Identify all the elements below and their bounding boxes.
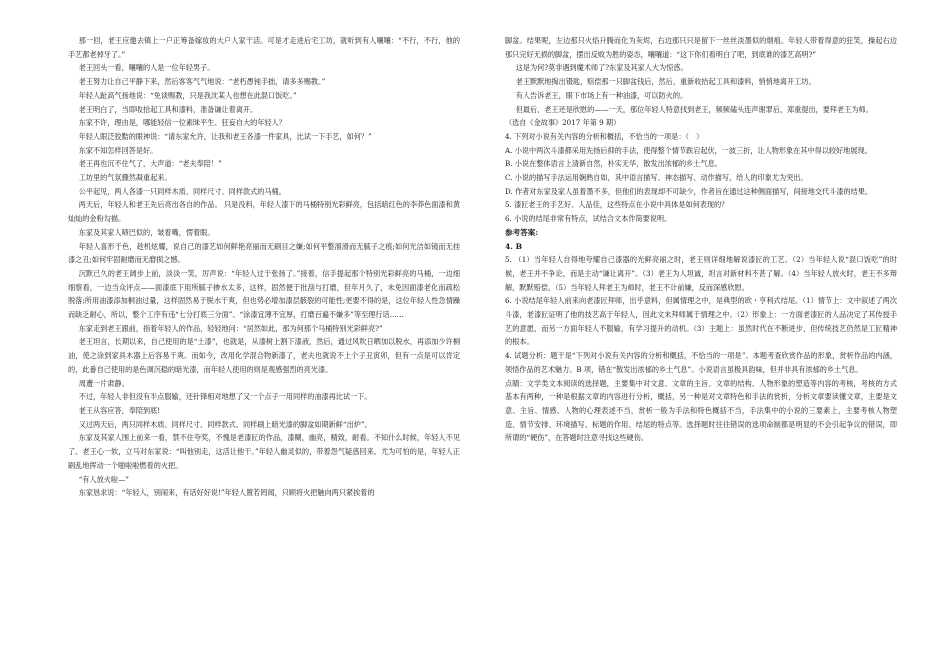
text-paragraph: 5. （1）当年轻人自得地夸耀自己漆器的光鲜亮丽之时，老王则详细地解说漆匠的工艺。（2）当年轻人说“混口饭吃”的时候，老王并不争论，而是主动“谦让离开”。（3）老王为人坦诚，坦言对新材料不甚了解。（4）当年轻人放火时，老王不多辩解，默默赔偿。（5）当年轻人拜老王为师时，老王不计前嫌，反而深感欣慰。 [505,255,897,292]
text-paragraph: B. 小说在整体语言上清新自然，朴实无华，散发出浓郁的乡土气息。 [505,159,722,169]
text-paragraph: 老王默默地掏出镊匙，赔偿那一只脚盆钱后，然后，重新收拾起工具和漆料，悄悄地离开工坊。 [515,77,816,87]
story-paragraph: 东家恳求说：“年轻人，别闹来，有话好好说!”年轻人置若罔闻，只顾将火把触向两只紧挨着的 [78,488,375,498]
story-paragraph: 公平起见，两人各漆一只同样木质、同样尺寸、同样款式的马桶。 [78,186,286,196]
story-paragraph: 东家及其家人啧巴似的，皱着嘴，愣着眼。 [78,227,215,237]
section-heading: 4. B [505,241,522,251]
story-paragraph: “有人放火啦—” [78,474,129,484]
text-paragraph: 6. 小说结尾年轻人前来向老漆匠拜师，出乎意料，但属情理之中，是典型的欧・亨利式结尾。（1）情节上：文中叙述了两次斗漆，老漆匠证明了他的技艺高于年轻人，因此文末拜师属于情理之中。（2）形象上：一方面老漆匠的人品决定了其传授手艺的意愿，而另一方面年轻人不服输，有学习提升的动机。（3）主题上：虽然时代在不断进步，但传统技艺仍然是工匠精神的根本。 [505,296,897,347]
story-paragraph: 那一回，老王应邀去镇上一户正筹备嫁妆的大户人家干活。可是才走进后宅工坊，就听到有人嚷嚷：“不行，不行，他的手艺都老掉牙了。” [68,36,460,59]
right-column [505,34,897,445]
story-paragraph: 老王明白了，当即收拾起工具和漆料，准备谦让着离开。 [78,104,258,114]
text-paragraph: A. 小说中两次斗漆都采用先扬后抑的手法，使得整个情节跌宕起伏，一波三折，让人物形象在其中得以较好地展现。 [505,145,872,155]
text-paragraph: 脚盆。结果呢，左边那只火焰升腾而化为灰烬，右边那只只是留下一丝丝淡墨似的烟痕。年轻人带着得意的狂笑，操起右边那只完好无损的脚盆，摆出反败为胜的姿态，嚷嚷道：“这下你们看明白了吧，到底谁的漆艺高明?” [505,36,897,59]
text-paragraph: 但最后，老王还是欣慰的——一天，那位年轻人特意找到老王，频频磕头连声谢罪后，郑重提出，要拜老王为师。 [515,104,873,114]
story-paragraph: 年轻人趾高气扬地说：“免谈赐教，只是我沈某人也想在此混口饭吃。” [78,90,297,100]
story-paragraph: 老王再也沉不住气了，大声道：“老夫奉陪！” [78,159,222,169]
story-paragraph: 不过，年轻人非但没有半点服输，还针锋相对地想了又一个点子一用同样的油漆再比试一下。 [78,392,372,402]
text-paragraph: 点睛：文学类文本阅读的选择题，主要集中对文意、文章的主旨、文章的结构、人物形象的塑造等内容的考核，考核的方式基本有两种，一种是根据文章的内容进行分析，概括，另一种是对文章特色和手法的赏析，分析文章要读懂文章，主要是文意、主旨、情感、人物的心理表述不当，赏析一般为手法和特色概括不当，手法集中的小说的三要素上，主要考核人物塑造、情节安排、环境描写、标题的作用、结尾的特点等。选择题时往往错误的选项命制都是明显的不会引起争议的错误，即所谓的“硬伤”，在答题时注意寻找这些硬伤。 [505,378,897,443]
text-paragraph: 4. 试题分析：题干是“下列对小说有关内容的分析和概括，不恰当的一项是”。本题考查欣赏作品的形象，赏析作品的内涵，领悟作品的艺术魅力。B 项，错在“散发出浓郁的乡土气息”。小说语言虽极具韵味，但并非具有浓郁的乡土气息。 [505,351,897,374]
story-paragraph: 老王努力让自己平静下来，然后客客气气地说：“老朽愚钝手拙，请多多赐教。” [78,77,326,87]
text-paragraph: C. 小说的描写手法运用娴熟自如，其中语言描写、神态描写、动作描写，给人的印象尤为突出。 [505,173,808,183]
text-paragraph: 有人告诉老王，眼下市场上有一种油漆，可以防火的。 [515,90,688,100]
story-paragraph: 东家走到老王跟前，指着年轻人的作品，轻轻地问：“居然如此，那为何那个马桶特别光彩鲜亮?” [78,323,383,333]
story-paragraph: 老王坦言，长期以来，自己使用的是“土漆”，也就是，从漆树上割下漆液，然后，通过风吹日晒加以脱水，再添加少许桐油，使之涂到家具木器上后容易干爽。而如今，改用化学混合物新漆了，老夫也就说不上个子丑寅卯，但有一点是可以肯定的，此番自己使用的是色调沉稳的暗光漆，而年轻人使用的则是观感强烈的亮光漆。 [68,337,460,374]
story-paragraph: 东家不许，理由是，哪能轻信一位素昧平生、狂妄自大的年轻人？ [78,118,286,128]
story-paragraph: 沉默已久的老王阔步上前，淡淡一笑，厉声说：“年轻人过于张扬了。”接着，信手提起那个特别光彩鲜亮的马桶，一边细细察看，一边当众评点——面漆底下用所腻子掺水太多，这样，固然便于批刮与打磨，但年月久了，未免因面漆老化而疏松脱落;所用油漆添加桐油过量，这样固然易于脱水干爽，但也势必增加漆层骸裂的可能性;更要不得的是，这位年轻人性急情躁而缺乏耐心，所以，整个工序有违“七分打底三分面”、“涂漆宜薄不宜厚，打磨百遍不嫌多”等至理行话…… [68,268,460,320]
story-paragraph: 周遭一片肃静。 [78,378,129,388]
story-paragraph: 两天后，年轻人和老王先后亮出各自的作品。 只是没料，年轻人漆下的马桶特别光彩鲜亮，包括暗红色的李莽色面漆和黄灿灿的金粉勾描。 [68,200,460,224]
story-paragraph: 老王回头一看，嚷嚷的人是一位年轻男子。 [78,63,215,73]
left-column [68,34,460,500]
text-paragraph: D. 作者对东家及家人虽着墨不多，但他们的表现却不可缺少，作者旨在通过这种侧面描写，间接地交代斗漆的结果。 [505,186,873,196]
story-paragraph: 年轻人喜形于色，趁机炫耀，说自己的漆艺如何鲜艳亮丽而无刷目之嫌;如何平整溜滑而无腻子之痕;如何光洁如镜而无挂漆之丑;如何牢固耐磨而无磨损之憾。 [68,241,460,265]
text-paragraph: 4. 下列对小说有关内容的分析和概括，不恰当的一项是：（ ） [505,131,704,141]
story-paragraph: 老王从容应答，奉陪到底! [78,405,161,415]
story-paragraph: 又过两天后，两只同样木质、同样尺寸、同样款式、同样刷上暗光漆的脚盆如期新鲜“出炉”。 [78,419,372,429]
story-paragraph: 东家及其家人围上前来一看，禁不住夸奖，不愧是老漆匠的作品，漆糊，幽亮，精致，耐看。不知什么时候，年轻人不见了。老王心一软，立马对东家说：“叫他别走，这活让他干。”年轻人幽灵似的，带着怨气疑惑回来。尤为可怕的是，年轻人正刷乱地挥动一个啪啦啦燃着的火把。 [68,433,460,470]
text-paragraph: 5. 漆匠老王的手艺好、人品佳，这些特点在小说中具体是如何表现的？ [505,200,729,210]
text-paragraph: 这是为何?莫非遇到魔术师了?东家及其家人大为惊惑。 [515,63,688,73]
text-paragraph: （选自《金故事》2017 年第 9 期） [505,118,621,128]
story-paragraph: 年轻人眼泛狡黠的眼神说：“请东家允许，让我和老王各漆一件家具，比试一下手艺，如何？” [78,131,372,141]
section-heading: 参考答案: [505,227,539,237]
story-paragraph: 工坊里的气氛骤然凝重起来。 [78,173,172,183]
text-paragraph: 6. 小说的结尾非常有特点，试结合文本作简要说明。 [505,214,672,224]
story-paragraph: 东家不知怎样回答是好。 [78,145,158,155]
